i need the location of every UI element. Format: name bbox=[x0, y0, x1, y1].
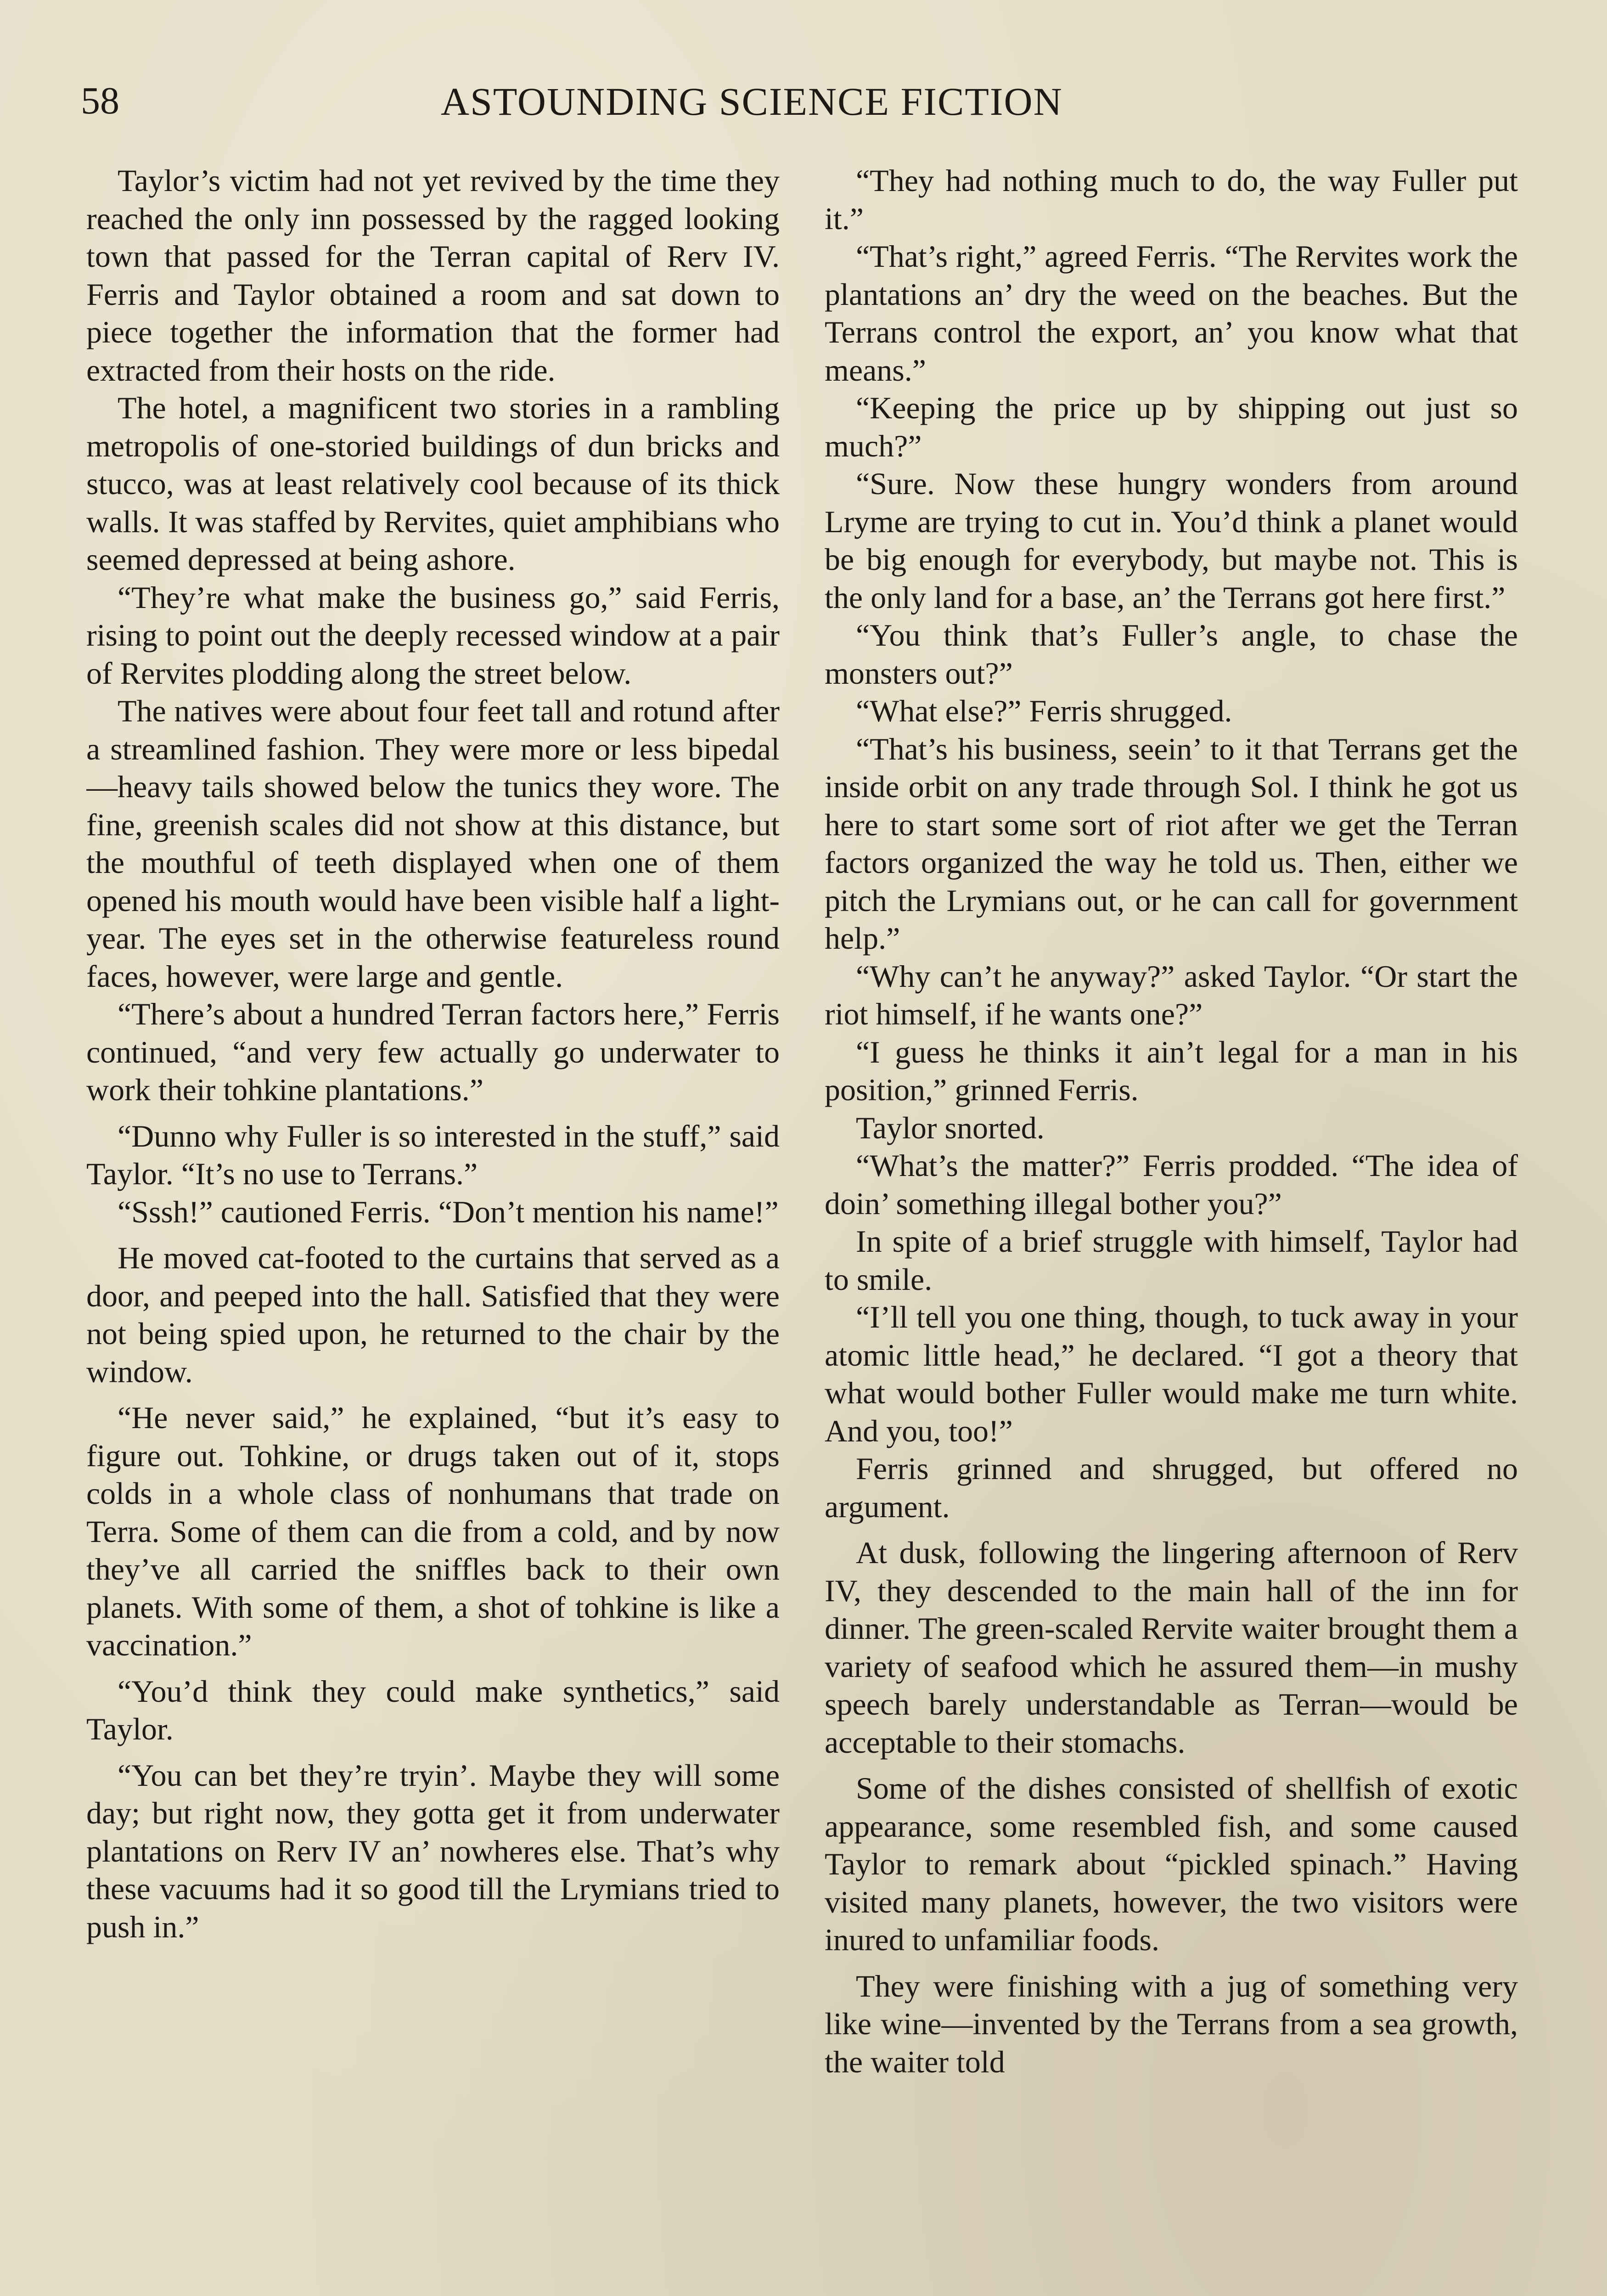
paragraph: “You’d think they could make synthetics,” said Taylor. bbox=[86, 1673, 780, 1746]
paragraph: At dusk, following the lingering afternoon of Rerv IV, they descended to the main hall of the inn for dinner. The green-scaled Rervite waiter brought them a variety of seafood which he assured them—in mushy speech barely understandable as Terran—would be acceptable to their stomachs. bbox=[825, 1535, 1518, 1760]
paragraph: “There’s about a hundred Terran factors here,” Ferris continued, “and very few actually go underwater to work their tohkine plantations.” bbox=[86, 996, 780, 1107]
paragraph: They were finishing with a jug of something very like wine—invented by the Terrans from a sea growth, the waiter told bbox=[825, 1968, 1518, 2079]
paragraph: Some of the dishes consisted of shellfish of exotic appearance, some resembled fish, and some caused Taylor to remark about “pickled spinach.” Having visited many planets, however, the two visitors were inured to unfamiliar foods. bbox=[825, 1771, 1518, 1957]
paragraph: “That’s right,” agreed Ferris. “The Rervites work the plantations an’ dry the weed on the beaches. But the Terrans control the export, an’ you know what that means.” bbox=[825, 239, 1518, 388]
paragraph: “They’re what make the business go,” said Ferris, rising to point out the deeply recessed window at a pair of Rervites plodding along the street below. bbox=[86, 580, 780, 691]
right-column bbox=[825, 162, 1518, 2296]
paragraph: “Why can’t he anyway?” asked Taylor. “Or start the riot himself, if he wants one?” bbox=[825, 958, 1518, 1031]
paragraph: Taylor snorted. bbox=[856, 1110, 1045, 1145]
paragraph: “I guess he thinks it ain’t legal for a man in his position,” grinned Ferris. bbox=[825, 1034, 1518, 1107]
paragraph: The hotel, a magnificent two stories in a rambling metropolis of one-storied buildings of dun bricks and stucco, was at least relatively cool because of its thick walls. It was staffed by Rervites, quiet amphibians who seemed depressed at being ashore. bbox=[86, 390, 780, 577]
paragraph: In spite of a brief struggle with himself, Taylor had to smile. bbox=[825, 1224, 1518, 1297]
paragraph: “Keeping the price up by shipping out just so much?” bbox=[825, 390, 1518, 463]
paragraph: The natives were about four feet tall and rotund after a streamlined fashion. They were more or less bipedal—heavy tails showed below the tunics they wore. The fine, greenish scales did not show at this distance, but the mouthful of teeth displayed when one of them opened his mouth would have been visible half a light-year. The eyes set in the otherwise featureless round faces, however, were large and gentle. bbox=[86, 693, 780, 994]
left-column bbox=[86, 162, 780, 2296]
running-head: ASTOUNDING SCIENCE FICTION bbox=[441, 79, 1063, 124]
paragraph: He moved cat-footed to the curtains that served as a door, and peeped into the hall. Satisfied that they were not being spied upon, he returned to the chair by the window. bbox=[86, 1240, 780, 1389]
paragraph: “I’ll tell you one thing, though, to tuck away in your atomic little head,” he declared. “I got a theory that what would bother Fuller would make me turn white. And you, too!” bbox=[825, 1300, 1518, 1448]
paragraph: “You think that’s Fuller’s angle, to chase the monsters out?” bbox=[825, 618, 1518, 691]
paragraph: “They had nothing much to do, the way Fuller put it.” bbox=[825, 163, 1518, 236]
paragraph: “You can bet they’re tryin’. Maybe they will some day; but right now, they gotta get it from underwater plantations on Rerv IV an’ nowheres else. That’s why these vacuums had it so good till the Lrymians tried to push in.” bbox=[86, 1757, 780, 1944]
paragraph: “That’s his business, seein’ to it that Terrans get the inside orbit on any trade through Sol. I think he got us here to start some sort of riot after we get the Terran factors organized the way he told us. Then, either we pitch the Lrymians out, or he can call for government help.” bbox=[825, 731, 1518, 956]
paragraph: “He never said,” he explained, “but it’s easy to figure out. Tohkine, or drugs taken out of it, stops colds in a whole class of nonhumans that trade on Terra. Some of them can die from a cold, and by now they’ve all carried the sniffles back to their own planets. With some of them, a shot of tohkine is like a vaccination.” bbox=[86, 1400, 780, 1662]
paragraph: “Sssh!” cautioned Ferris. “Don’t mention his name!” bbox=[118, 1194, 779, 1229]
paragraph: “What else?” Ferris shrugged. bbox=[856, 693, 1232, 728]
paragraph: Ferris grinned and shrugged, but offered no argument. bbox=[825, 1451, 1518, 1524]
page-number: 58 bbox=[81, 79, 119, 122]
paragraph: “What’s the matter?” Ferris prodded. “The idea of doin’ something illegal bother you?” bbox=[825, 1148, 1518, 1221]
paragraph: Taylor’s victim had not yet revived by the time they reached the only inn possessed by the ragged looking town that passed for the Terran capital of Rerv IV. Ferris and Taylor obtained a room and sat down to piece together the information that the former had extracted from their hosts on the ride. bbox=[86, 163, 780, 388]
paragraph: “Sure. Now these hungry wonders from around Lryme are trying to cut in. You’d think a planet would be big enough for everybody, but maybe not. This is the only land for a base, an’ the Terrans got here first.” bbox=[825, 466, 1518, 615]
paragraph: “Dunno why Fuller is so interested in the stuff,” said Taylor. “It’s no use to Terrans.” bbox=[86, 1118, 780, 1191]
